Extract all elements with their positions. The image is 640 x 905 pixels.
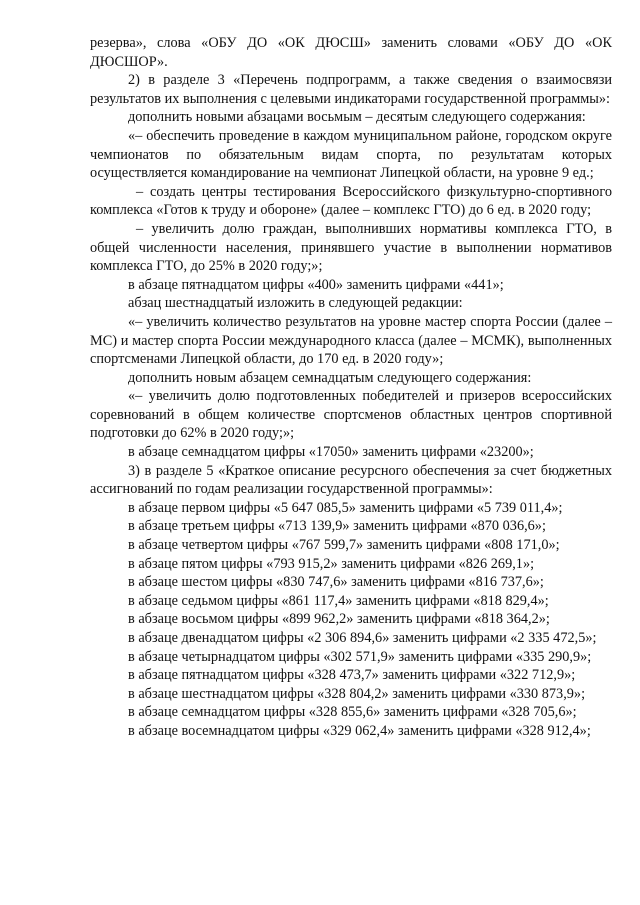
- paragraph-3: «– обеспечить проведение в каждом муниципальном районе, городском округе чемпионатов по обязательным видам спорта, по результатам которых осуществляется командирование на чемпионат Липецкой области, на уровне 9 ед.;: [90, 127, 612, 182]
- paragraph-14: в абзаце третьем цифры «713 139,9» заменить цифрами «870 036,6»;: [128, 518, 546, 535]
- paragraph-5: – увеличить долю граждан, выполнивших нормативы комплекса ГТО, в общей численности населения, принявшего участие в выполнении нормативов комплекса ГТО, до 25% в 2020 году;»;: [90, 220, 612, 275]
- paragraph-18: в абзаце седьмом цифры «861 117,4» заменить цифрами «818 829,4»;: [128, 592, 549, 609]
- paragraph-6: в абзаце пятнадцатом цифры «400» заменить цифрами «441»;: [128, 276, 504, 293]
- paragraph-25: в абзаце восемнадцатом цифры «329 062,4» заменить цифрами «328 912,4»;: [128, 722, 591, 739]
- paragraph-11: в абзаце семнадцатом цифры «17050» заменить цифрами «23200»;: [128, 444, 534, 461]
- document-page: [90, 34, 612, 741]
- paragraph-24: в абзаце семнадцатом цифры «328 855,6» заменить цифрами «328 705,6»;: [128, 704, 577, 721]
- paragraph-1: 2) в разделе 3 «Перечень подпрограмм, а также сведения о взаимосвязи результатов их выполнения с целевыми индикаторами государственной программы»:: [90, 72, 612, 107]
- paragraph-2: дополнить новыми абзацами восьмым – десятым следующего содержания:: [128, 109, 586, 126]
- paragraph-9: дополнить новым абзацем семнадцатым следующего содержания:: [128, 369, 532, 386]
- paragraph-15: в абзаце четвертом цифры «767 599,7» заменить цифрами «808 171,0»;: [128, 537, 560, 554]
- paragraph-12: 3) в разделе 5 «Краткое описание ресурсного обеспечения за счет бюджетных ассигнований по годам реализации государственной программы»:: [90, 462, 612, 498]
- paragraph-23: в абзаце шестнадцатом цифры «328 804,2» заменить цифрами «330 873,9»;: [128, 685, 586, 702]
- paragraph-17: в абзаце шестом цифры «830 747,6» заменить цифрами «816 737,6»;: [128, 574, 544, 591]
- paragraph-16: в абзаце пятом цифры «793 915,2» заменить цифрами «826 269,1»;: [128, 555, 535, 572]
- paragraph-20: в абзаце двенадцатом цифры «2 306 894,6» заменить цифрами «2 335 472,5»;: [128, 630, 597, 646]
- paragraph-10: «– увеличить долю подготовленных победителей и призеров всероссийских соревнований в общем количестве спортсменов областных центров спортивной подготовки до 62% в 2020 году;»;: [90, 388, 612, 442]
- paragraph-4: – создать центры тестирования Всероссийского физкультурно-спортивного комплекса «Готов к труду и обороне» (далее – комплекс ГТО) до 6 ед. в 2020 году;: [90, 183, 612, 219]
- paragraph-13: в абзаце первом цифры «5 647 085,5» заменить цифрами «5 739 011,4»;: [128, 499, 563, 516]
- paragraph-8: «– увеличить количество результатов на уровне мастер спорта России (далее – МС) и мастер спорта России международного класса (далее – МСМК), выполненных спортсменами Липецкой области, до 170 ед. в 2020 году»;: [90, 313, 612, 368]
- paragraph-22: в абзаце пятнадцатом цифры «328 473,7» заменить цифрами «322 712,9»;: [128, 667, 576, 684]
- paragraph-21: в абзаце четырнадцатом цифры «302 571,9» заменить цифрами «335 290,9»;: [128, 648, 592, 665]
- paragraph-0: резерва», слова «ОБУ ДО «ОК ДЮСШ» заменить словами «ОБУ ДО «ОК ДЮСШОР».: [90, 35, 612, 70]
- paragraph-19: в абзаце восьмом цифры «899 962,2» заменить цифрами «818 364,2»;: [128, 611, 550, 628]
- paragraph-7: абзац шестнадцатый изложить в следующей редакции:: [128, 295, 463, 312]
